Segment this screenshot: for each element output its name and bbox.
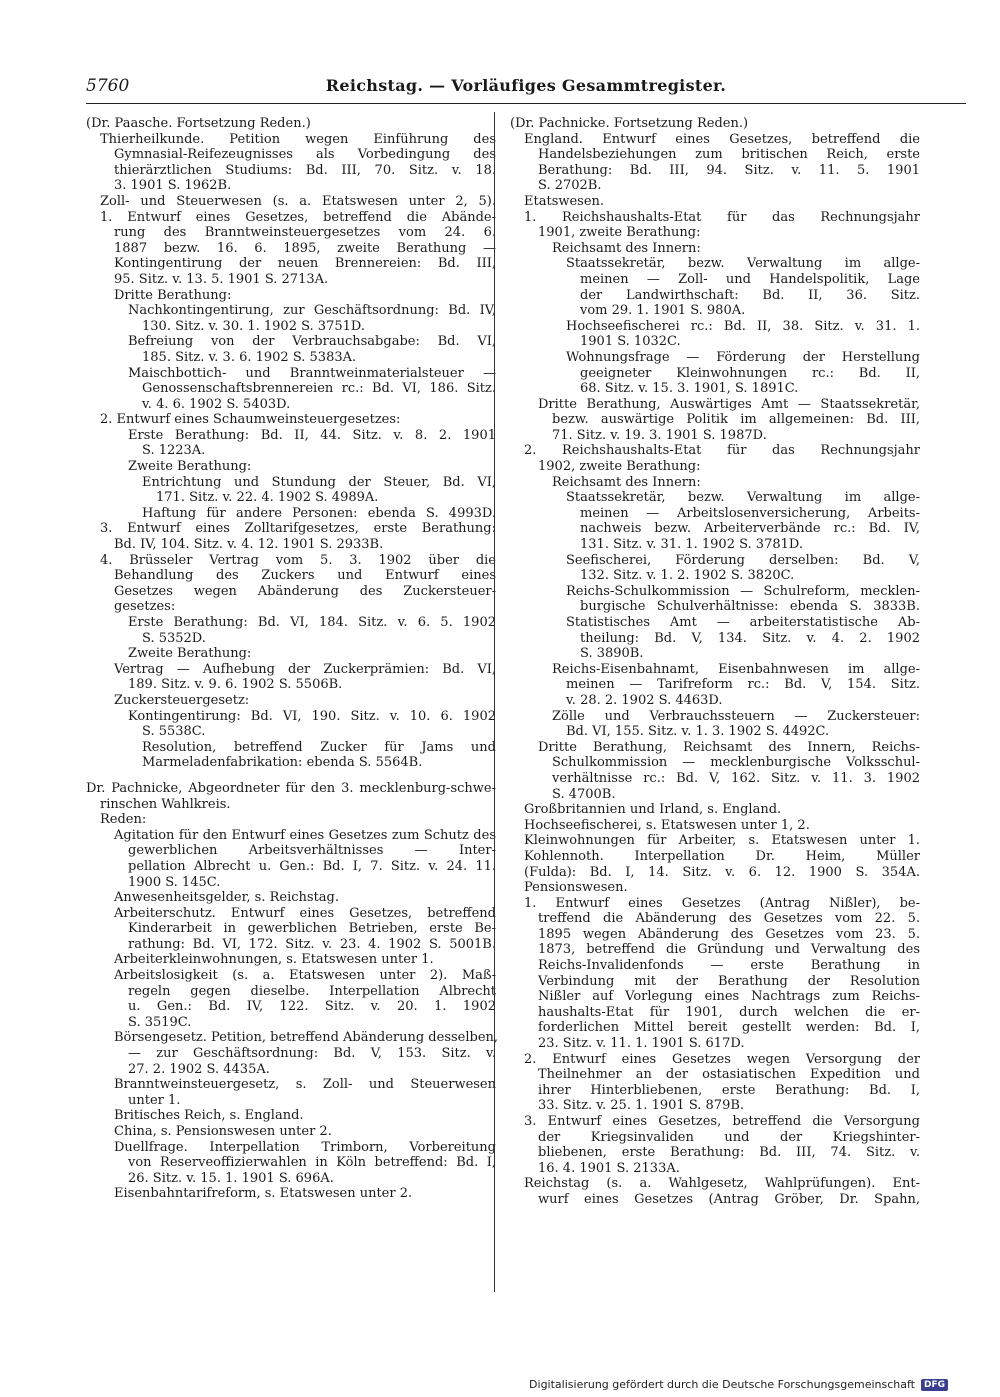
index-line: 1900 S. 145C.	[128, 874, 221, 890]
index-line: S. 4700B.	[552, 786, 616, 802]
index-line: Börsengesetz. Petition, betreffend Abänderung desselben,	[114, 1030, 499, 1046]
index-line: meinen — Arbeitslosenversicherung, Arbeits-	[580, 505, 920, 521]
index-line: rathung: Bd. VI, 172. Sitz. v. 23. 4. 1902 S. 5001B.	[128, 936, 496, 952]
index-line: meinen — Zoll- und Handelspolitik, Lage	[580, 271, 920, 287]
index-line: Zölle und Verbrauchssteuern — Zuckersteuer:	[552, 708, 920, 724]
index-line: Dritte Berathung:	[114, 287, 232, 303]
index-line: Nachkontingentirung, zur Geschäftsordnung: Bd. IV,	[128, 303, 496, 319]
index-line: gewerblichen Arbeitsverhältnisses — Inter-	[128, 843, 496, 859]
index-line: Reichs-Invalidenfonds — erste Berathung in	[538, 958, 920, 974]
index-line: 23. Sitz. v. 11. 1. 1901 S. 617D.	[538, 1036, 745, 1052]
index-line: Etatswesen.	[524, 193, 605, 209]
index-line: Vertrag — Aufhebung der Zuckerprämien: Bd. VI,	[114, 661, 496, 677]
index-line: Kontingentirung: Bd. VI, 190. Sitz. v. 10. 6. 1902	[128, 708, 496, 724]
page-number: 5760	[86, 76, 130, 96]
footer-credit: Digitalisierung gefördert durch die Deutsche Forschungsgemeinschaft	[529, 1378, 915, 1391]
index-line: geeigneter Kleinwohnungen rc.: Bd. II,	[580, 365, 920, 381]
index-line: 1873, betreffend die Gründung und Verwaltung des	[538, 942, 920, 958]
index-line: Erste Berathung: Bd. II, 44. Sitz. v. 8. 2. 1901	[128, 427, 496, 443]
index-line: Branntweinsteuergesetz, s. Zoll- und Steuerwesen	[114, 1077, 496, 1093]
index-line: China, s. Pensionswesen unter 2.	[114, 1124, 332, 1139]
index-line: 185. Sitz. v. 3. 6. 1902 S. 5383A.	[142, 349, 357, 365]
index-line: v. 28. 2. 1902 S. 4463D.	[566, 692, 723, 708]
index-line: pellation Albrecht u. Gen.: Bd. I, 7. Sitz. v. 24. 11.	[128, 858, 496, 874]
index-line: Wohnungsfrage — Förderung der Herstellung	[566, 349, 920, 365]
index-line: Kohlennoth. Interpellation Dr. Heim, Müller	[524, 848, 920, 864]
index-line: Pensionswesen.	[524, 880, 628, 896]
index-line: 189. Sitz. v. 9. 6. 1902 S. 5506B.	[128, 677, 343, 693]
index-line: 1901, zweite Berathung:	[538, 225, 701, 241]
index-line: der Kriegsinvaliden und der Kriegshinter-	[538, 1129, 920, 1145]
index-line: 2. Entwurf eines Schaumweinsteuergesetzes:	[100, 412, 401, 428]
index-line: Duellfrage. Interpellation Trimborn, Vorbereitung	[114, 1139, 496, 1155]
index-line: 132. Sitz. v. 1. 2. 1902 S. 3820C.	[580, 568, 795, 584]
index-line: Großbritannien und Irland, s. England.	[524, 802, 782, 818]
index-line: bezw. auswärtige Politik im allgemeinen: Bd. III,	[552, 412, 920, 428]
index-line: Resolution, betreffend Zucker für Jams und	[142, 739, 496, 755]
index-line: 95. Sitz. v. 13. 5. 1901 S. 2713A.	[114, 271, 329, 287]
index-line: 1887 bezw. 16. 6. 1895, zweite Berathung —	[114, 240, 496, 256]
index-line: S. 3519C.	[128, 1014, 192, 1030]
index-line: Seefischerei, Förderung derselben: Bd. V,	[566, 552, 920, 568]
dfg-logo: DFG	[921, 1379, 948, 1391]
index-line: verhältnisse rc.: Bd. V, 162. Sitz. v. 11. 3. 1902	[552, 770, 920, 786]
index-line: meinen — Tarifreform rc.: Bd. V, 154. Sitz.	[566, 677, 920, 693]
index-line: Kleinwohnungen für Arbeiter, s. Etatswesen unter 1.	[524, 833, 920, 849]
index-line: 16. 4. 1901 S. 2133A.	[538, 1160, 680, 1176]
index-line: 3. Entwurf eines Gesetzes, betreffend die Versorgung	[524, 1114, 920, 1129]
index-line: Eisenbahntarifreform, s. Etatswesen unter 2.	[114, 1186, 413, 1202]
index-line: 1901 S. 1032C.	[580, 334, 681, 350]
right-column	[510, 116, 920, 1208]
index-line: Reichs-Schulkommission — Schulreform, mecklen-	[566, 583, 920, 599]
index-line: 1895 wegen Abänderung des Gesetzes vom 23. 5.	[538, 926, 920, 942]
index-line: (Fulda): Bd. I, 14. Sitz. v. 6. 12. 1900 S. 354A.	[524, 864, 920, 880]
index-line: Maischbottich- und Branntweinmaterialsteuer —	[128, 365, 496, 381]
index-line: Verbindung mit der Berathung der Resolution	[538, 973, 920, 989]
index-line: rinschen Wahlkreis.	[100, 796, 231, 812]
index-line: S. 1223A.	[142, 443, 206, 459]
index-line: Anwesenheitsgelder, s. Reichstag.	[114, 890, 340, 906]
index-line: der Landwirthschaft: Bd. II, 36. Sitz.	[580, 287, 920, 303]
index-line: burgische Schulverhältnisse: ebenda S. 3833B.	[580, 599, 920, 615]
index-line: Erste Berathung: Bd. VI, 184. Sitz. v. 6. 5. 1902	[128, 615, 496, 630]
index-line: Berathung: Bd. III, 94. Sitz. v. 11. 5. 1901	[538, 162, 920, 178]
index-line: Genossenschaftsbrennereien rc.: Bd. VI, 186. Sitz.	[142, 381, 496, 397]
index-line: Kontingentirung der neuen Brennereien: Bd. III,	[114, 256, 496, 272]
index-line: Kinderarbeit in gewerblichen Betrieben, erste Be-	[128, 921, 496, 937]
index-line: England. Entwurf eines Gesetzes, betreffend die	[524, 131, 920, 147]
index-line: Theilnehmer an der ostasiatischen Expedition und	[538, 1067, 920, 1083]
index-line: Hochseefischerei, s. Etatswesen unter 1, 2.	[524, 817, 810, 833]
index-line: bliebenen, erste Berathung: Bd. III, 74. Sitz. v.	[538, 1145, 920, 1161]
index-line: Zweite Berathung:	[128, 646, 252, 662]
index-line: 1902, zweite Berathung:	[538, 459, 701, 475]
index-line: 3. 1901 S. 1962B.	[114, 178, 232, 194]
index-line: Statistisches Amt — arbeiterstatistische Ab-	[566, 615, 920, 630]
index-line: Gesetzes wegen Abänderung des Zuckersteuer-	[114, 583, 496, 599]
index-line: Reichstag (s. a. Wahlgesetz, Wahlprüfungen). Ent-	[524, 1176, 920, 1192]
index-line: Befreiung von der Verbrauchsabgabe: Bd. VI,	[128, 334, 496, 350]
index-line: 1. Reichshaushalts-Etat für das Rechnungsjahr	[524, 209, 920, 225]
index-line: 131. Sitz. v. 31. 1. 1902 S. 3781D.	[580, 537, 803, 553]
index-line: 27. 2. 1902 S. 4435A.	[128, 1061, 270, 1077]
index-line: Bd. IV, 104. Sitz. v. 4. 12. 1901 S. 2933B.	[114, 537, 384, 553]
index-line: S. 2702B.	[538, 178, 602, 194]
index-line: 130. Sitz. v. 30. 1. 1902 S. 3751D.	[142, 318, 365, 334]
index-line: Thierheilkunde. Petition wegen Einführung des	[100, 131, 496, 147]
index-line: nachweis bezw. Arbeiterverbände rc.: Bd. IV,	[580, 521, 920, 537]
index-line: forderlichen Mittel bereit gestellt werden: Bd. I,	[538, 1020, 920, 1036]
index-line: 33. Sitz. v. 25. 1. 1901 S. 879B.	[538, 1098, 745, 1114]
index-line: u. Gen.: Bd. IV, 122. Sitz. v. 20. 1. 1902	[128, 999, 496, 1015]
index-line: Arbeiterkleinwohnungen, s. Etatswesen unter 1.	[114, 952, 434, 968]
index-line: 2. Entwurf eines Gesetzes wegen Versorgung der	[524, 1051, 920, 1067]
page-footer	[529, 1378, 948, 1391]
running-title: Reichstag. — Vorläufiges Gesammtregister.	[325, 76, 727, 95]
index-line: treffend die Abänderung des Gesetzes vom 22. 5.	[538, 911, 920, 927]
index-line: Reichsamt des Innern:	[552, 474, 701, 490]
page-header	[86, 76, 966, 100]
index-line: Zweite Berathung:	[128, 459, 252, 475]
index-line: regeln gegen dieselbe. Interpellation Albrecht	[128, 983, 496, 999]
index-line: Entrichtung und Stundung der Steuer, Bd. VI,	[142, 474, 496, 490]
index-line: Reichsamt des Innern:	[552, 240, 701, 256]
index-line: Staatssekretär, bezw. Verwaltung im allge-	[566, 256, 920, 272]
index-line: 2. Reichshaushalts-Etat für das Rechnungsjahr	[524, 443, 920, 459]
index-line: Britisches Reich, s. England.	[114, 1108, 304, 1124]
index-line: rung des Branntweinsteuergesetzes vom 24. 6.	[114, 225, 496, 241]
index-line: 3. Entwurf eines Zolltarifgesetzes, erste Berathung:	[100, 521, 496, 537]
index-line: wurf eines Gesetzes (Antrag Gröber, Dr. Spahn,	[538, 1191, 920, 1207]
index-line: haushalts-Etat für 1901, durch welchen die er-	[538, 1004, 920, 1020]
index-line: Handelsbeziehungen zum britischen Reich, erste	[538, 147, 920, 163]
index-line: S. 5352D.	[142, 630, 206, 646]
index-line: 1. Entwurf eines Gesetzes (Antrag Nißler), be-	[524, 895, 920, 911]
index-line: S. 5538C.	[142, 724, 206, 740]
index-line: Behandlung des Zuckers und Entwurf eines	[114, 568, 496, 584]
index-line: Bd. VI, 155. Sitz. v. 1. 3. 1902 S. 4492C.	[566, 724, 830, 740]
index-line: Zoll- und Steuerwesen (s. a. Etatswesen unter 2, 5).	[100, 193, 496, 209]
index-line: Nißler auf Vorlegung eines Nachtrags zum Reichs-	[538, 989, 920, 1005]
index-line: 26. Sitz. v. 15. 1. 1901 S. 696A.	[128, 1170, 334, 1186]
index-line: Schulkommission — mecklenburgische Volksschul-	[552, 755, 920, 771]
index-line: thierärztlichen Studiums: Bd. III, 70. Sitz. v. 18.	[114, 162, 496, 178]
index-line: Dritte Berathung, Auswärtiges Amt — Staatssekretär,	[538, 396, 920, 412]
index-line: Reichs-Eisenbahnamt, Eisenbahnwesen im allge-	[552, 661, 920, 677]
index-line: Zuckersteuergesetz:	[114, 692, 250, 708]
index-line: vom 29. 1. 1901 S. 980A.	[580, 303, 746, 319]
index-line: 171. Sitz. v. 22. 4. 1902 S. 4989A.	[156, 490, 379, 506]
index-line: unter 1.	[128, 1092, 181, 1108]
index-line: von Reserveoffizierwahlen in Köln betreffend: Bd. I,	[128, 1155, 496, 1171]
column-divider	[494, 112, 495, 1292]
entry-gap	[86, 771, 496, 781]
index-line: Dr. Pachnicke, Abgeordneter für den 3. mecklenburg-schwe-	[86, 780, 496, 796]
index-line: Reden:	[100, 812, 147, 828]
index-line: ihrer Hinterbliebenen, erste Berathung: Bd. I,	[538, 1082, 920, 1098]
index-line: Arbeitslosigkeit (s. a. Etatswesen unter 2). Maß-	[114, 968, 496, 984]
index-line: gesetzes:	[114, 599, 176, 615]
index-line: Hochseefischerei rc.: Bd. II, 38. Sitz. v. 31. 1.	[566, 318, 920, 334]
left-column	[86, 116, 499, 1202]
index-line: Dritte Berathung, Reichsamt des Innern, Reichs-	[538, 739, 920, 755]
index-line: Marmeladenfabrikation: ebenda S. 5564B.	[142, 755, 423, 771]
index-line: 4. Brüsseler Vertrag vom 5. 3. 1902 über die	[100, 552, 496, 568]
index-line: 71. Sitz. v. 19. 3. 1901 S. 1987D.	[552, 427, 767, 443]
index-line: (Dr. Pachnicke. Fortsetzung Reden.)	[510, 116, 749, 131]
index-line: v. 4. 6. 1902 S. 5403D.	[142, 396, 291, 412]
index-line: — zur Geschäftsordnung: Bd. V, 153. Sitz. v.	[128, 1046, 496, 1062]
index-line: 1. Entwurf eines Gesetzes, betreffend die Abände-	[100, 209, 496, 225]
index-line: Haftung für andere Personen: ebenda S. 4993D.	[142, 505, 496, 521]
index-line: theilung: Bd. V, 134. Sitz. v. 4. 2. 1902	[580, 630, 920, 646]
index-line: Staatssekretär, bezw. Verwaltung im allge-	[566, 490, 920, 506]
index-line: Agitation für den Entwurf eines Gesetzes zum Schutz des	[114, 827, 496, 843]
index-line: Arbeiterschutz. Entwurf eines Gesetzes, betreffend	[114, 905, 496, 921]
header-rule	[86, 103, 966, 104]
index-line: S. 3890B.	[580, 646, 644, 662]
index-line: 68. Sitz. v. 15. 3. 1901, S. 1891C.	[580, 381, 799, 397]
index-line: Gymnasial-Reifezeugnisses als Vorbedingung des	[114, 147, 496, 163]
index-line: (Dr. Paasche. Fortsetzung Reden.)	[86, 116, 311, 131]
